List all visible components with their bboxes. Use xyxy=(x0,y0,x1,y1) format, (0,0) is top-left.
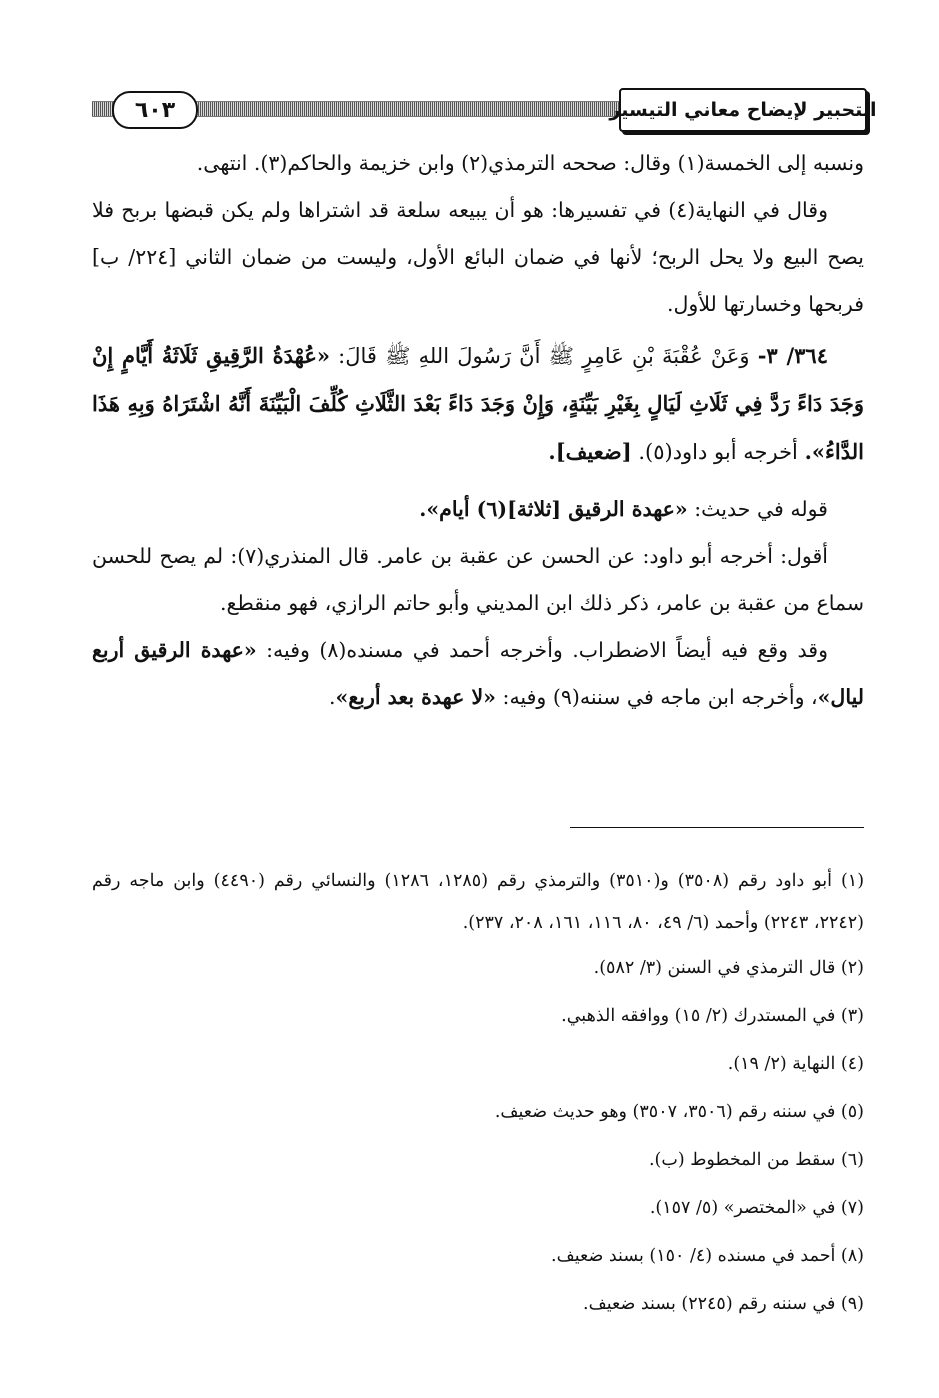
paragraph-2: وقال في النهاية(٤) في تفسيرها: هو أن يبيعه سلعة قد اشتراها ولم يكن قبضها بربح فلا يصح البيع ولا يحل الربح؛ لأنها في ضمان البائع الأول، وليست من ضمان الثاني [٢٢٤/ ب] فربحها وخسارتها للأول. xyxy=(92,198,864,316)
footnote-7: (٧) في «المختصر» (٥/ ١٥٧). xyxy=(649,1198,864,1218)
page-header xyxy=(92,88,877,130)
paragraph-6-quote-1: «عهدة الرقيق أربع ليال» xyxy=(92,638,864,709)
main-text xyxy=(92,140,864,721)
paragraph-4-quote: «عهدة الرقيق [ثلاثة](٦) أيام». xyxy=(419,497,688,521)
hadith-paragraph xyxy=(92,332,864,476)
paragraph-6 xyxy=(92,627,864,721)
paragraph-4 xyxy=(92,486,864,533)
hadith-isnad: وَعَنْ عُقْبَةَ بْنِ عَامِرٍ ﷺ أَنَّ رَسُولَ اللهِ ﷺ قَالَ: xyxy=(338,344,750,368)
paragraph-1: ونسبه إلى الخمسة(١) وقال: صححه الترمذي(٢) وابن خزيمة والحاكم(٣). انتهى. xyxy=(196,151,864,175)
hadith-text: «عُهْدَةُ الرَّقِيقِ ثَلَاثَةُ أَيَّامٍ إِنْ وَجَدَ دَاءً رَدَّ فِي ثَلَاثِ لَيَالٍ بِغَيْرِ بَيِّنَةٍ، وَإِنْ وَجَدَ دَاءً بَعْدَ الثَّلَاثِ كُلِّفَ الْبَيِّنَةَ أَنَّهُ اشْتَرَاهُ وَبِهِ هَذَا الدَّاءُ». xyxy=(92,343,864,464)
footnote-5: (٥) في سننه رقم (٣٥٠٦، ٣٥٠٧) وهو حديث ضعيف. xyxy=(494,1102,864,1122)
footnote-8: (٨) أحمد في مسنده (٤/ ١٥٠) بسند ضعيف. xyxy=(551,1246,864,1266)
page-number: ٦٠٣ xyxy=(112,91,198,129)
footnote-2: (٢) قال الترمذي في السنن (٣/ ٥٨٢). xyxy=(593,958,864,978)
footnote-1: (١) أبو داود رقم (٣٥٠٨) و(٣٥١٠) والترمذي رقم (١٢٨٥، ١٢٨٦) والنسائي رقم (٤٤٩٠) وابن ماجه رقم (٢٢٤٢، ٢٢٤٣) وأحمد (٦/ ٤٩، ٨٠، ١١٦، ١٦١، ٢٠٨، ٢٣٧). xyxy=(92,871,865,933)
book-title: التحبير لإيضاح معاني التيسير xyxy=(619,88,867,132)
paragraph-5: أقول: أخرجه أبو داود: عن الحسن عن عقبة بن عامر. قال المنذري(٧): لم يصح للحسن سماع من عقبة بن عامر، ذكر ذلك ابن المديني وأبو حاتم الرازي، فهو منقطع. xyxy=(92,544,864,615)
paragraph-6-c: ، وأخرجه ابن ماجه في سننه(٩) وفيه: xyxy=(502,685,818,709)
footnote-9: (٩) في سننه رقم (٢٢٤٥) بسند ضعيف. xyxy=(583,1294,864,1314)
footnote-separator xyxy=(570,827,864,828)
paragraph-6-end: . xyxy=(328,685,336,709)
hadith-grade: [ضعيف]. xyxy=(548,439,632,464)
hadith-source: أخرجه أبو داود(٥). xyxy=(638,440,798,464)
paragraph-6-quote-2: «لا عهدة بعد أربع» xyxy=(335,685,496,709)
hadith-number: ٣٦٤/ ٣- xyxy=(757,343,828,368)
footnote-3: (٣) في المستدرك (٢/ ١٥) ووافقه الذهبي. xyxy=(561,1006,864,1026)
paragraph-6-a: وقد وقع فيه أيضاً الاضطراب. وأخرجه أحمد في مسنده(٨) وفيه: xyxy=(266,638,828,662)
paragraph-4-prefix: قوله في حديث: xyxy=(694,497,828,521)
footnote-6: (٦) سقط من المخطوط (ب). xyxy=(648,1150,864,1170)
footnote-4: (٤) النهاية (٢/ ١٩). xyxy=(727,1054,864,1074)
footnotes xyxy=(92,860,864,1328)
